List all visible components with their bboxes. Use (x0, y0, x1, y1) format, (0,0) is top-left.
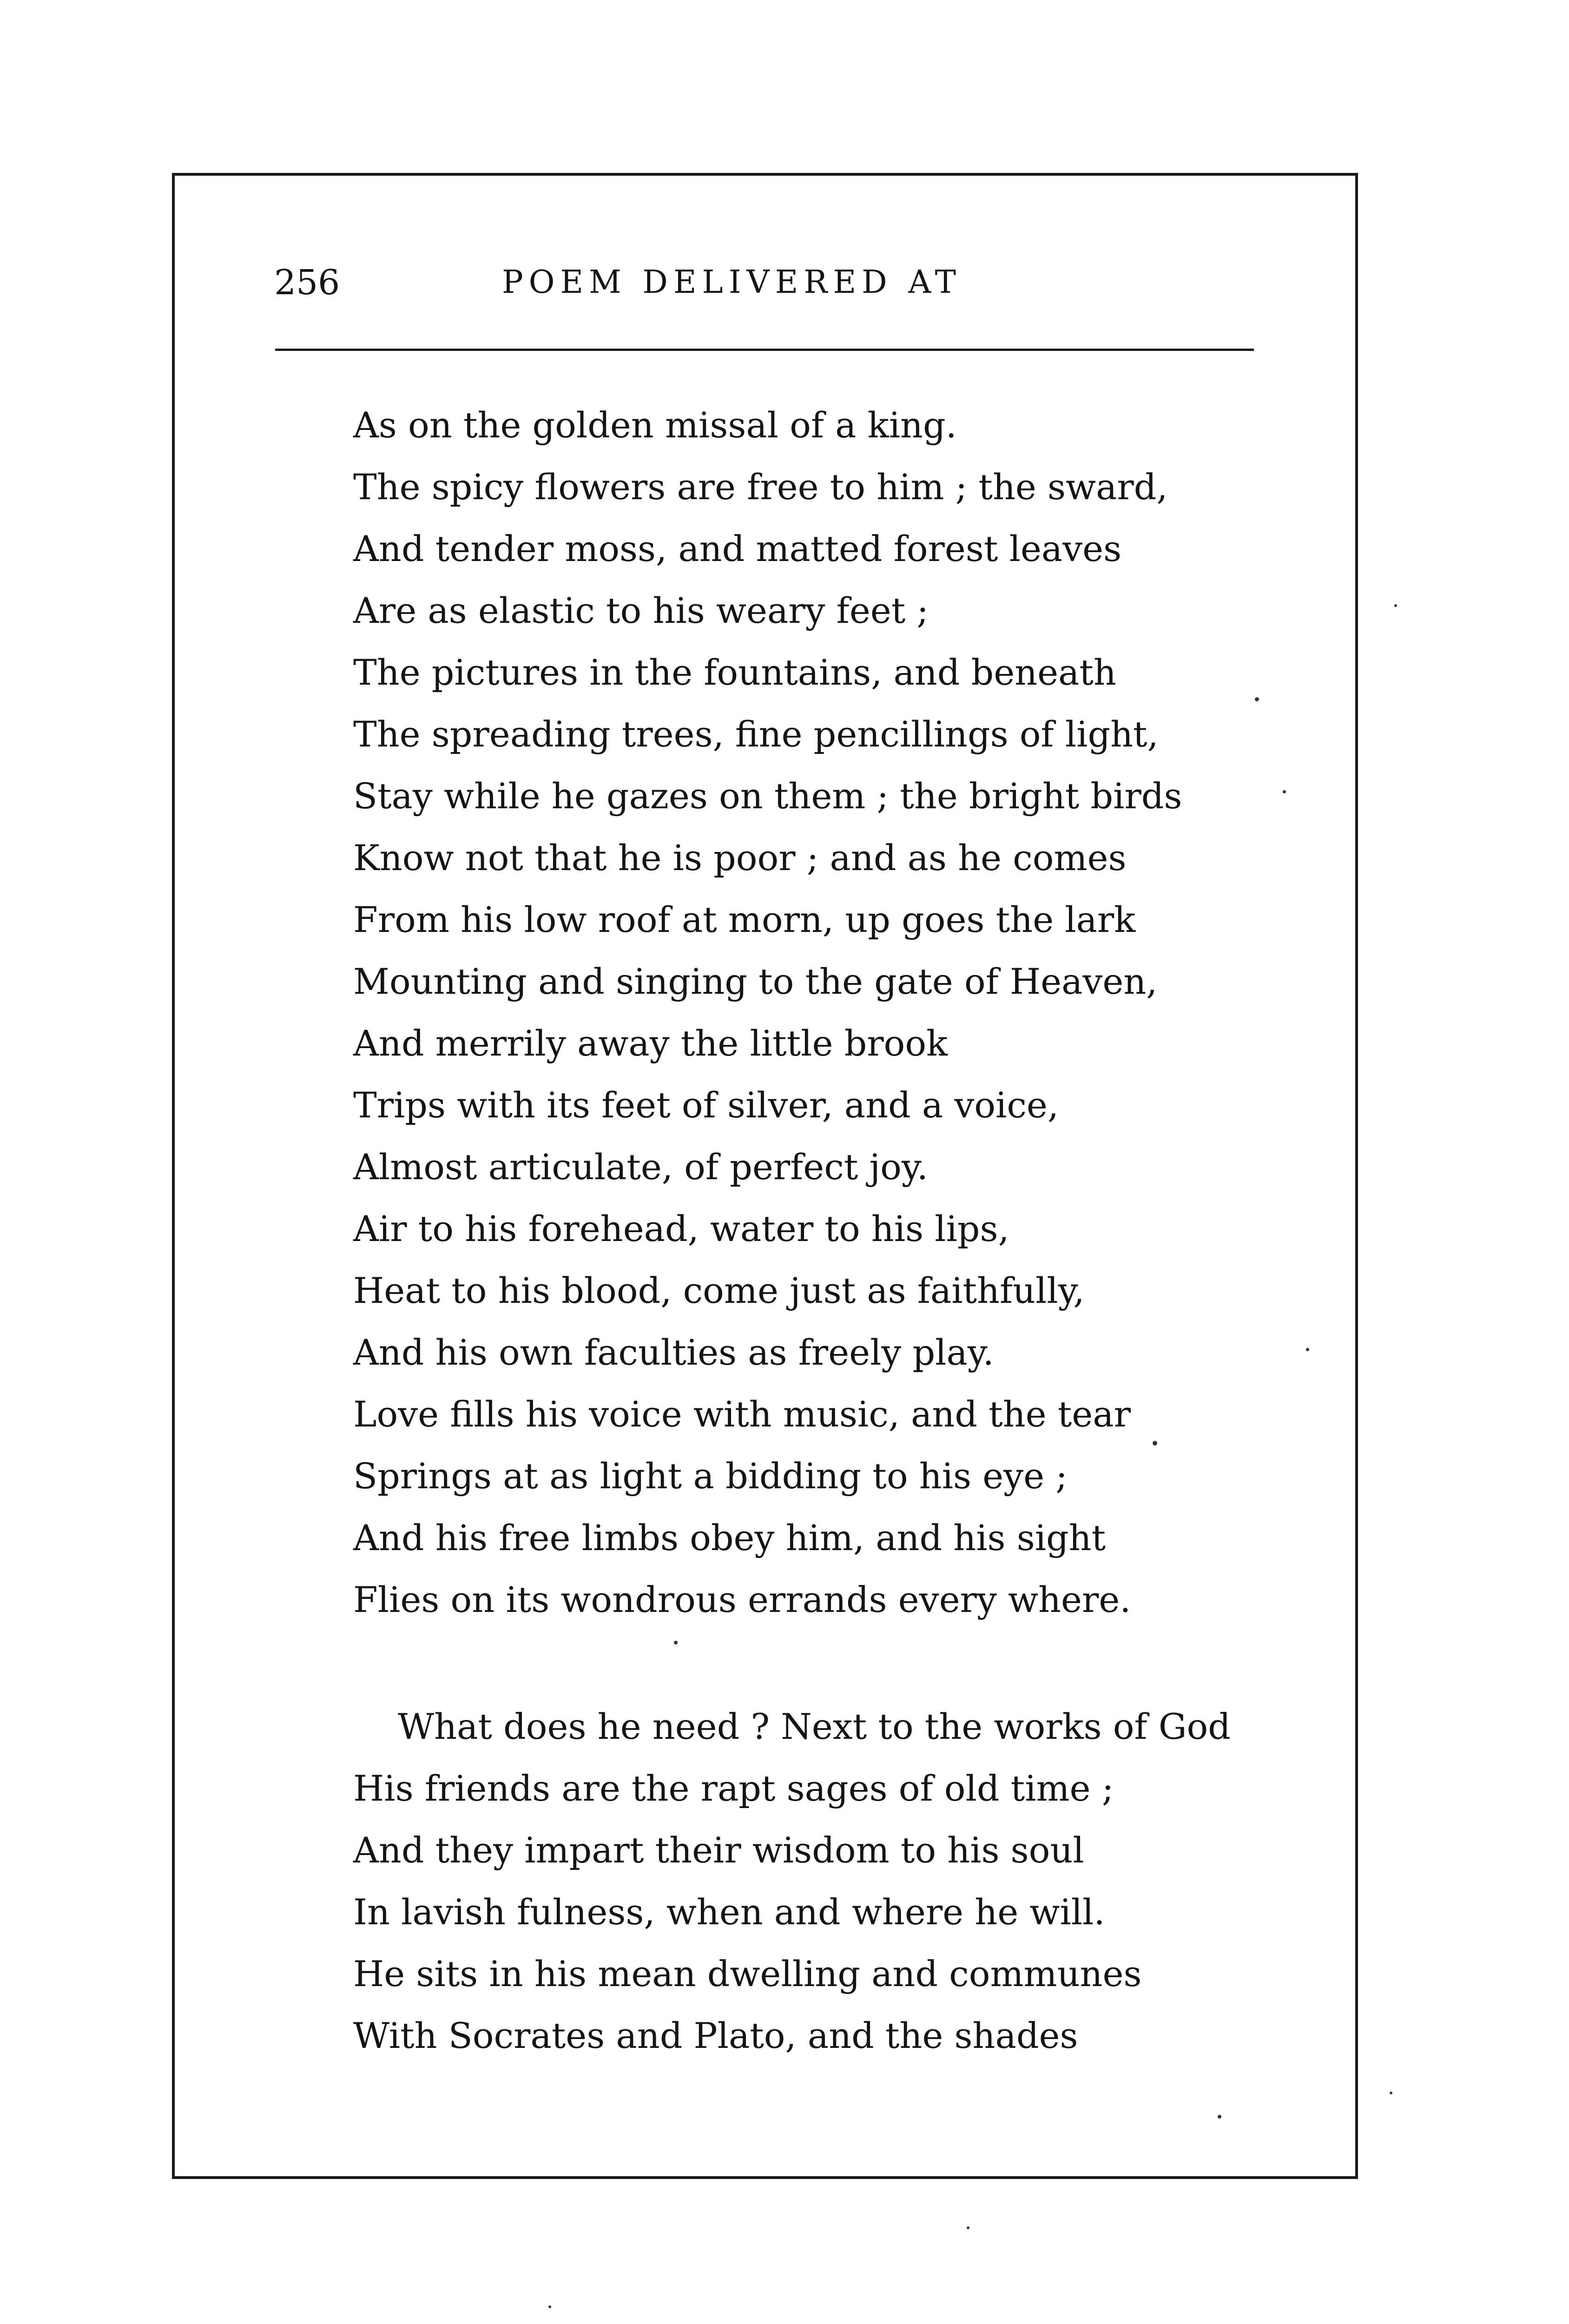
poem-line: Trips with its feet of silver, and a voice, (353, 1084, 1059, 1126)
poem-line: Almost articulate, of perfect joy. (353, 1146, 928, 1188)
poem-line: Flies on its wondrous errands every where. (353, 1579, 1131, 1620)
poem-line: And merrily away the little brook (353, 1023, 948, 1064)
scan-speck (1153, 1441, 1157, 1446)
poem-line: Love fills his voice with music, and the tear (353, 1393, 1131, 1435)
poem-line: Are as elastic to his weary feet ; (353, 590, 929, 631)
poem-line: Mounting and singing to the gate of Heaven, (353, 961, 1158, 1002)
poem-line: Air to his forehead, water to his lips, (353, 1208, 1009, 1249)
scan-speck (1218, 2115, 1221, 2119)
scan-speck (1255, 697, 1259, 701)
page-number: 256 (274, 263, 340, 303)
poem-line: Stay while he gazes on them ; the bright birds (353, 775, 1182, 817)
scan-speck (548, 2305, 551, 2308)
poem-line: And his free limbs obey him, and his sight (353, 1517, 1106, 1558)
scan-speck (674, 1641, 678, 1644)
poem-line: Springs at as light a bidding to his eye ; (353, 1455, 1068, 1497)
scan-speck (1390, 2092, 1392, 2094)
poem-line: The spicy flowers are free to him ; the sward, (353, 466, 1168, 508)
scan-speck (1283, 790, 1286, 793)
poem-line: The spreading trees, fine pencillings of light, (353, 713, 1159, 755)
poem-line: In lavish fulness, when and where he will. (353, 1891, 1105, 1933)
poem-line: As on the golden missal of a king. (353, 404, 957, 446)
poem-line: And his own faculties as freely play. (353, 1332, 994, 1373)
poem-line: What does he need ? Next to the works of God (398, 1706, 1231, 1747)
poem-line: Heat to his blood, come just as faithfully, (353, 1270, 1085, 1311)
poem-line: And they impart their wisdom to his soul (353, 1829, 1084, 1871)
poem-line: The pictures in the fountains, and beneath (353, 652, 1116, 693)
header-rule (275, 349, 1254, 351)
poem-line: His friends are the rapt sages of old time ; (353, 1768, 1114, 1809)
poem-line: From his low roof at morn, up goes the lark (353, 899, 1136, 940)
poem-line: And tender moss, and matted forest leaves (353, 528, 1122, 569)
stanza-2 (353, 1696, 1231, 2067)
poem-line: With Socrates and Plato, and the shades (353, 2015, 1078, 2056)
scan-speck (1394, 604, 1397, 607)
running-title: POEM DELIVERED AT (502, 264, 962, 301)
scan-speck (1306, 1348, 1309, 1351)
scan-speck (967, 2226, 969, 2229)
poem-line: Know not that he is poor ; and as he comes (353, 837, 1127, 878)
poem-line: He sits in his mean dwelling and communes (353, 1953, 1142, 1994)
stanza-1 (353, 394, 1182, 1631)
